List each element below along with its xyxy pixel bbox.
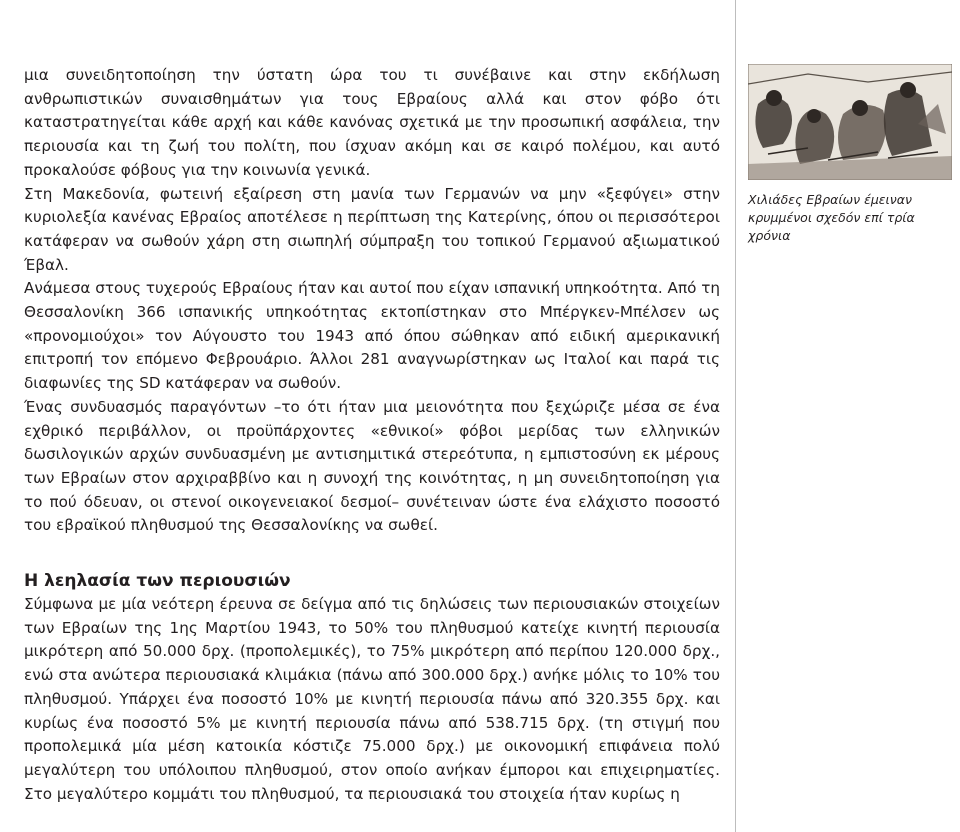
main-text-column — [24, 64, 720, 806]
sidebar — [748, 64, 952, 245]
body-paragraph: Ανάμεσα στους τυχερούς Εβραίους ήταν και αυτοί που είχαν ισπανική υπηκοότητα. Από τη Θεσσαλονίκη 366 ισπανικής υπηκοότητας εκτοπίστηκαν στο Μπέργκεν-Μπέλσεν ως «προνομιούχοι» τον Αύγουστο του 1943 από όπου σώθηκαν από ειδική αμερικανική επιτροπή τον επόμενο Φεβρουάριο. Άλλοι 281 αναγνωρίστηκαν ως Ιταλοί και παρά τις διαφωνίες της SD κατάφεραν να σωθούν. — [24, 279, 720, 393]
column-divider — [735, 0, 736, 832]
historical-illustration — [748, 64, 952, 180]
body-paragraph: μια συνειδητοποίηση την ύστατη ώρα του τι συνέβαινε και στην εκδήλωση ανθρωπιστικών συναισθημάτων για τους Εβραίους αλλά και στον φόβο ότι καταστρατηγείται κάθε αρχή και κάθε κανόνας σχετικά με την προσωπική ασφάλεια, την περιουσία και τη ζωή του πολίτη, που ίσχυαν ακόμη και σε καιρό πολέμου, και αυτό προκαλούσε φόβους για την κοινωνία γενικά. — [24, 66, 720, 179]
body-paragraph: Ένας συνδυασμός παραγόντων –το ότι ήταν μια μειονότητα που ξεχώριζε μέσα σε ένα εχθρικό περιβάλλον, οι προϋπάρχοντες «εθνικοί» φόβοι μερίδας των ελληνικών δωσιλογικών αρχών συνδυασμένη με αντισημιτικά στερεότυπα, η εμπιστοσύνη εκ μέρους των Εβραίων στον αρχιραββίνο και η συνοχή της κοινότητας, η μη συνειδητοποίηση για το πού όδευαν, οι στενοί οικογενειακοί δεσμοί– συνέτειναν ώστε ένα ελάχιστο ποσοστό του εβραϊκού πληθυσμού της Θεσσαλονίκης να σωθεί. — [24, 397, 720, 535]
image-caption: Χιλιάδες Εβραίων έμειναν κρυμμένοι σχεδόν επί τρία χρόνια — [748, 192, 915, 243]
body-paragraph: Στη Μακεδονία, φωτεινή εξαίρεση στη μανία των Γερμανών να μην «ξεφύγει» στην κυριολεξία κανένας Εβραίος αποτέλεσε η περίπτωση της Κατερίνης, όπου οι περισσότεροι κατάφεραν να σωθούν χάρη στη σιωπηλή σύμπραξη του τοπικού Γερμανού αξιωματικού Έβαλ. — [24, 184, 720, 274]
section-heading: Η λεηλασία των περιουσιών — [24, 571, 291, 592]
section-paragraph: Σύμφωνα με μία νεότερη έρευνα σε δείγμα από τις δηλώσεις των περιουσιακών στοιχείων των Εβραίων της 1ης Μαρτίου 1943, το 50% του πληθυσμού κατείχε κινητή περιουσία μικρότερη από 50.000 δρχ. (προπολεμικές), το 75% μικρότερη από περίπου 120.000 δρχ., ενώ στα ανώτερα περιουσιακά κλιμάκια (πάνω από 300.000 δρχ.) ανήκε μόλις το 10% του πληθυσμού. Υπάρχει ένα ποσοστό 10% με κινητή περιουσία πάνω από 320.355 δρχ. και κυρίως ένα ποσοστό 5% με κινητή περιουσία πάνω από 538.715 δρχ. (τη στιγμή που προπολεμικά μία μέση κατοικία κόστιζε 75.000 δρχ.) με οικονομική επιφάνεια πολύ μεγαλύτερη του υπόλοιπου πληθυσμού, στον οποίο ανήκαν έμποροι και επιχειρηματίες. Στο μεγαλύτερο κομμάτι του πληθυσμού, τα περιουσιακά του στοιχεία ήταν κυρίως η — [24, 595, 720, 803]
